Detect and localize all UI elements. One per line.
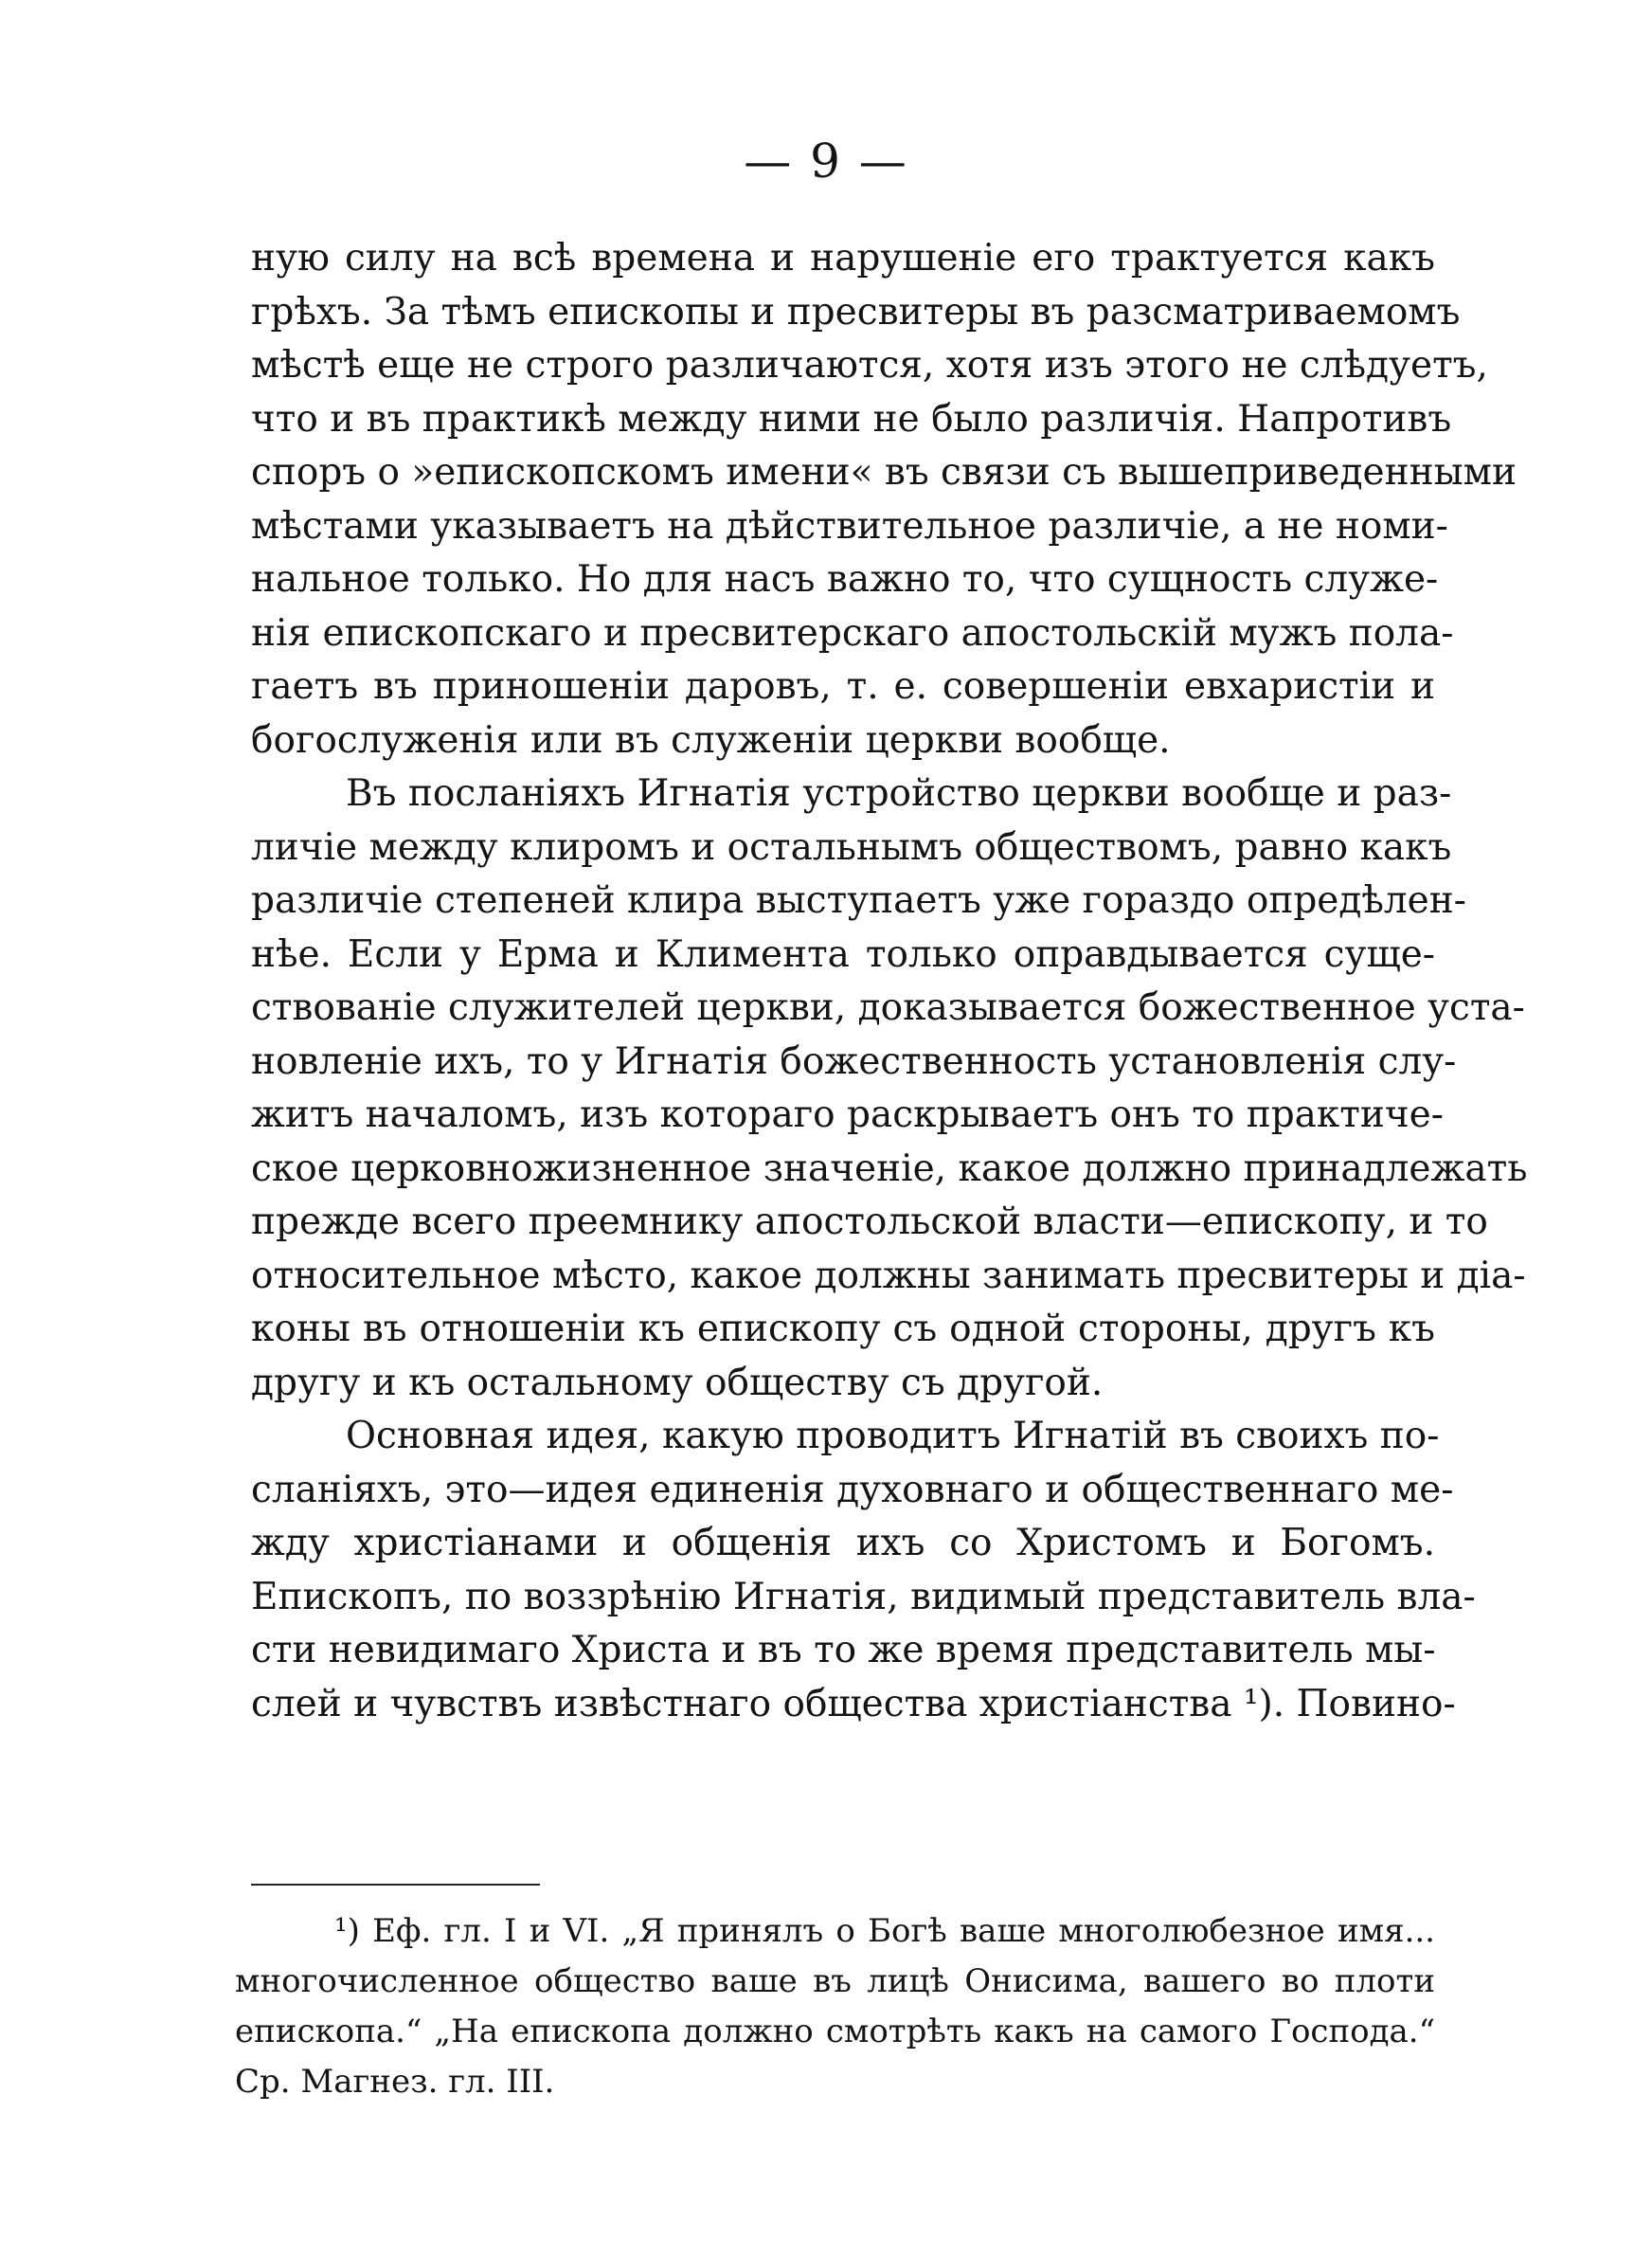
body-text [251, 232, 1528, 1731]
footnote-line: ¹) Еф. гл. I и VI. „Я принялъ о Богѣ ваше многолюбезное имя... [334, 1912, 1435, 1950]
text-line: относительное мѣсто, какое должны занимать пресвитеры и діа- [251, 1254, 1526, 1297]
paragraph-1 [251, 232, 1517, 767]
text-line: новленіе ихъ, то у Игнатія божественность установленія слу- [251, 1039, 1457, 1083]
text-line: споръ о »епископскомъ имени« въ связи съ вышеприведенными [251, 451, 1517, 494]
text-line: различіе степеней клира выступаетъ уже гораздо опредѣлен- [251, 879, 1466, 922]
text-line: прежде всего преемнику апостольской власти—епископу, и то [251, 1201, 1488, 1243]
text-line: Епископъ, по воззрѣнію Игнатія, видимый представитель вла- [251, 1575, 1476, 1618]
footnote-line: Ср. Магнез. гл. III. [235, 2063, 555, 2101]
text-line: нѣе. Если у Ерма и Климента только оправдывается суще- [251, 932, 1435, 976]
text-line: Въ посланіяхъ Игнатія устройство церкви вообще и раз- [346, 772, 1452, 815]
text-line: жду христіанами и общенія ихъ со Христомъ и Богомъ. [251, 1522, 1435, 1564]
text-line: сти невидимаго Христа и въ то же время представитель мы- [251, 1629, 1436, 1671]
text-line: ствованіе служителей церкви, доказывается божественное уста- [251, 986, 1525, 1029]
text-line: житъ началомъ, изъ котораго раскрываетъ онъ то практиче- [251, 1093, 1444, 1136]
text-line: ское церковножизненное значеніе, какое должно принадлежать [251, 1147, 1528, 1190]
text-line: мѣстѣ еще не строго различаются, хотя изъ этого не слѣдуетъ, [251, 344, 1488, 387]
footnote-divider [251, 1884, 540, 1886]
text-line: что и въ практикѣ между ними не было различія. Напротивъ [251, 397, 1452, 441]
text-line: слей и чувствъ извѣстнаго общества христіанства ¹). Повино- [251, 1682, 1456, 1725]
text-line: ную силу на всѣ времена и нарушеніе его трактуется какъ [251, 237, 1435, 280]
footnote-line: епископа.“ „На епископа должно смотрѣть какъ на самого Господа.“ [235, 2013, 1435, 2050]
paragraph-3 [251, 1410, 1476, 1731]
footnote [235, 1906, 1435, 2107]
text-line: нальное только. Но для насъ важно то, что сущность служе- [251, 558, 1439, 601]
text-line: мѣстами указываетъ на дѣйствительное различіе, а не номи- [251, 504, 1448, 548]
text-line: гаетъ въ приношеніи даровъ, т. е. совершеніи евхаристіи и [251, 665, 1435, 708]
text-line: коны въ отношеніи къ епископу съ одной стороны, другъ къ [251, 1308, 1435, 1350]
text-line: нія епископскаго и пресвитерскаго апостольскій мужъ пола- [251, 611, 1454, 655]
page-number: — 9 — [744, 134, 908, 189]
footnote-line: многочисленное общество ваше въ лицѣ Онисима, вашего во плоти [235, 1962, 1435, 2000]
paragraph-2 [251, 767, 1528, 1410]
text-line: грѣхъ. За тѣмъ епископы и пресвитеры въ разсматриваемомъ [251, 290, 1461, 334]
text-line: богослуженія или въ служеніи церкви вообще. [251, 718, 1171, 762]
text-line: другу и къ остальному обществу съ другой. [251, 1361, 1104, 1404]
text-line: личіе между клиромъ и остальнымъ обществомъ, равно какъ [251, 825, 1452, 869]
text-line: сланіяхъ, это—идея единенія духовнаго и общественнаго ме- [251, 1468, 1454, 1511]
text-line: Основная идея, какую проводитъ Игнатій въ своихъ по- [346, 1415, 1440, 1457]
